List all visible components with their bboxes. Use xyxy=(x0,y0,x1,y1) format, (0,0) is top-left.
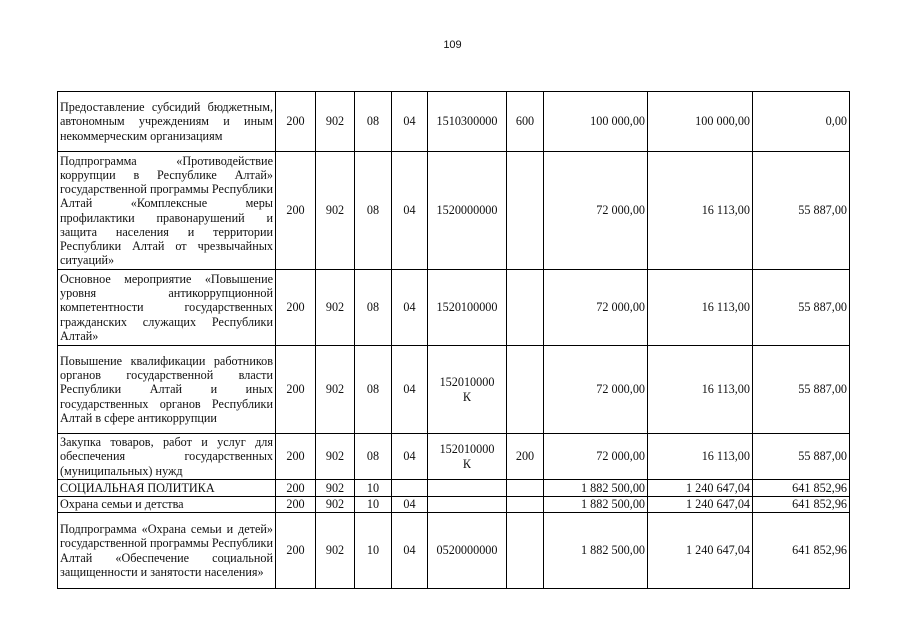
ved-cell: 902 xyxy=(316,92,355,152)
target-article-code: 152010000 xyxy=(439,375,495,390)
grbs-cell: 200 xyxy=(276,480,316,497)
table-row xyxy=(58,513,850,589)
target-article-cell xyxy=(428,434,507,480)
amount-3-cell: 641 852,96 xyxy=(753,480,850,497)
amount-1-cell: 100 000,00 xyxy=(544,92,648,152)
row-name: Предоставление субсидий бюджетным, автономным учреждениям и иным некоммерческим организациям xyxy=(58,92,276,152)
table-row xyxy=(58,497,850,513)
subsection-cell xyxy=(392,480,428,497)
subsection-cell: 04 xyxy=(392,152,428,270)
subsection-cell: 04 xyxy=(392,270,428,346)
expense-type-cell xyxy=(507,497,544,513)
amount-3-cell: 55 887,00 xyxy=(753,270,850,346)
section-cell: 08 xyxy=(355,434,392,480)
amount-2-cell: 1 240 647,04 xyxy=(648,513,753,589)
expense-type-cell xyxy=(507,346,544,434)
amount-3-cell: 55 887,00 xyxy=(753,152,850,270)
expense-type-cell xyxy=(507,480,544,497)
target-article-code: 152010000 xyxy=(439,442,495,457)
target-article-cell: 1520000000 xyxy=(428,152,507,270)
amount-3-cell: 55 887,00 xyxy=(753,346,850,434)
section-cell: 08 xyxy=(355,152,392,270)
grbs-cell: 200 xyxy=(276,270,316,346)
amount-1-cell: 1 882 500,00 xyxy=(544,480,648,497)
row-name: Подпрограмма «Противодействие коррупции в Республике Алтай» государственной программы Республики Алтай «Комплексные меры профилактики правонарушений и защита населения и территории Республики Алтай от чрезвычайных ситуаций» xyxy=(58,152,276,270)
amount-1-cell: 1 882 500,00 xyxy=(544,513,648,589)
subsection-cell: 04 xyxy=(392,92,428,152)
amount-3-cell: 641 852,96 xyxy=(753,497,850,513)
ved-cell: 902 xyxy=(316,346,355,434)
row-name: Подпрограмма «Охрана семьи и детей» государственной программы Республики Алтай «Обеспечение социальной защищенности и занятости населения» xyxy=(58,513,276,589)
table-row xyxy=(58,152,850,270)
amount-1-cell: 72 000,00 xyxy=(544,152,648,270)
target-article-cell xyxy=(428,497,507,513)
amount-3-cell: 641 852,96 xyxy=(753,513,850,589)
target-article-cell xyxy=(428,346,507,434)
table-row xyxy=(58,346,850,434)
ved-cell: 902 xyxy=(316,434,355,480)
subsection-cell: 04 xyxy=(392,434,428,480)
amount-3-cell: 55 887,00 xyxy=(753,434,850,480)
ved-cell: 902 xyxy=(316,513,355,589)
amount-3-cell: 0,00 xyxy=(753,92,850,152)
amount-2-cell: 16 113,00 xyxy=(648,346,753,434)
target-article-suffix: К xyxy=(462,456,472,471)
grbs-cell: 200 xyxy=(276,434,316,480)
amount-2-cell: 16 113,00 xyxy=(648,152,753,270)
section-cell: 08 xyxy=(355,92,392,152)
section-cell: 10 xyxy=(355,497,392,513)
grbs-cell: 200 xyxy=(276,497,316,513)
amount-1-cell: 72 000,00 xyxy=(544,346,648,434)
table-row xyxy=(58,92,850,152)
row-name: СОЦИАЛЬНАЯ ПОЛИТИКА xyxy=(58,480,276,497)
grbs-cell: 200 xyxy=(276,92,316,152)
expense-type-cell: 600 xyxy=(507,92,544,152)
grbs-cell: 200 xyxy=(276,152,316,270)
row-name: Повышение квалификации работников органов государственной власти Республики Алтай и иных государственных органов Республики Алтай в сфере антикоррупции xyxy=(58,346,276,434)
table-row xyxy=(58,434,850,480)
amount-2-cell: 1 240 647,04 xyxy=(648,497,753,513)
subsection-cell: 04 xyxy=(392,513,428,589)
expense-type-cell xyxy=(507,152,544,270)
target-article-cell: 1510300000 xyxy=(428,92,507,152)
section-cell: 10 xyxy=(355,480,392,497)
section-cell: 10 xyxy=(355,513,392,589)
budget-table xyxy=(57,91,850,589)
target-article-cell: 1520100000 xyxy=(428,270,507,346)
target-article-cell: 0520000000 xyxy=(428,513,507,589)
table-row xyxy=(58,480,850,497)
amount-2-cell: 1 240 647,04 xyxy=(648,480,753,497)
table-row xyxy=(58,270,850,346)
ved-cell: 902 xyxy=(316,152,355,270)
expense-type-cell xyxy=(507,270,544,346)
row-name: Охрана семьи и детства xyxy=(58,497,276,513)
target-article-cell xyxy=(428,480,507,497)
amount-2-cell: 16 113,00 xyxy=(648,270,753,346)
amount-1-cell: 1 882 500,00 xyxy=(544,497,648,513)
ved-cell: 902 xyxy=(316,480,355,497)
expense-type-cell xyxy=(507,513,544,589)
grbs-cell: 200 xyxy=(276,346,316,434)
amount-2-cell: 16 113,00 xyxy=(648,434,753,480)
ved-cell: 902 xyxy=(316,497,355,513)
amount-1-cell: 72 000,00 xyxy=(544,270,648,346)
section-cell: 08 xyxy=(355,270,392,346)
subsection-cell: 04 xyxy=(392,346,428,434)
amount-2-cell: 100 000,00 xyxy=(648,92,753,152)
row-name: Закупка товаров, работ и услуг для обеспечения государственных (муниципальных) нужд xyxy=(58,434,276,480)
expense-type-cell: 200 xyxy=(507,434,544,480)
grbs-cell: 200 xyxy=(276,513,316,589)
section-cell: 08 xyxy=(355,346,392,434)
page-number: 109 xyxy=(443,39,462,51)
ved-cell: 902 xyxy=(316,270,355,346)
row-name: Основное мероприятие «Повышение уровня антикоррупционной компетентности государственных гражданских служащих Республики Алтай» xyxy=(58,270,276,346)
subsection-cell: 04 xyxy=(392,497,428,513)
target-article-suffix: К xyxy=(462,389,472,404)
amount-1-cell: 72 000,00 xyxy=(544,434,648,480)
